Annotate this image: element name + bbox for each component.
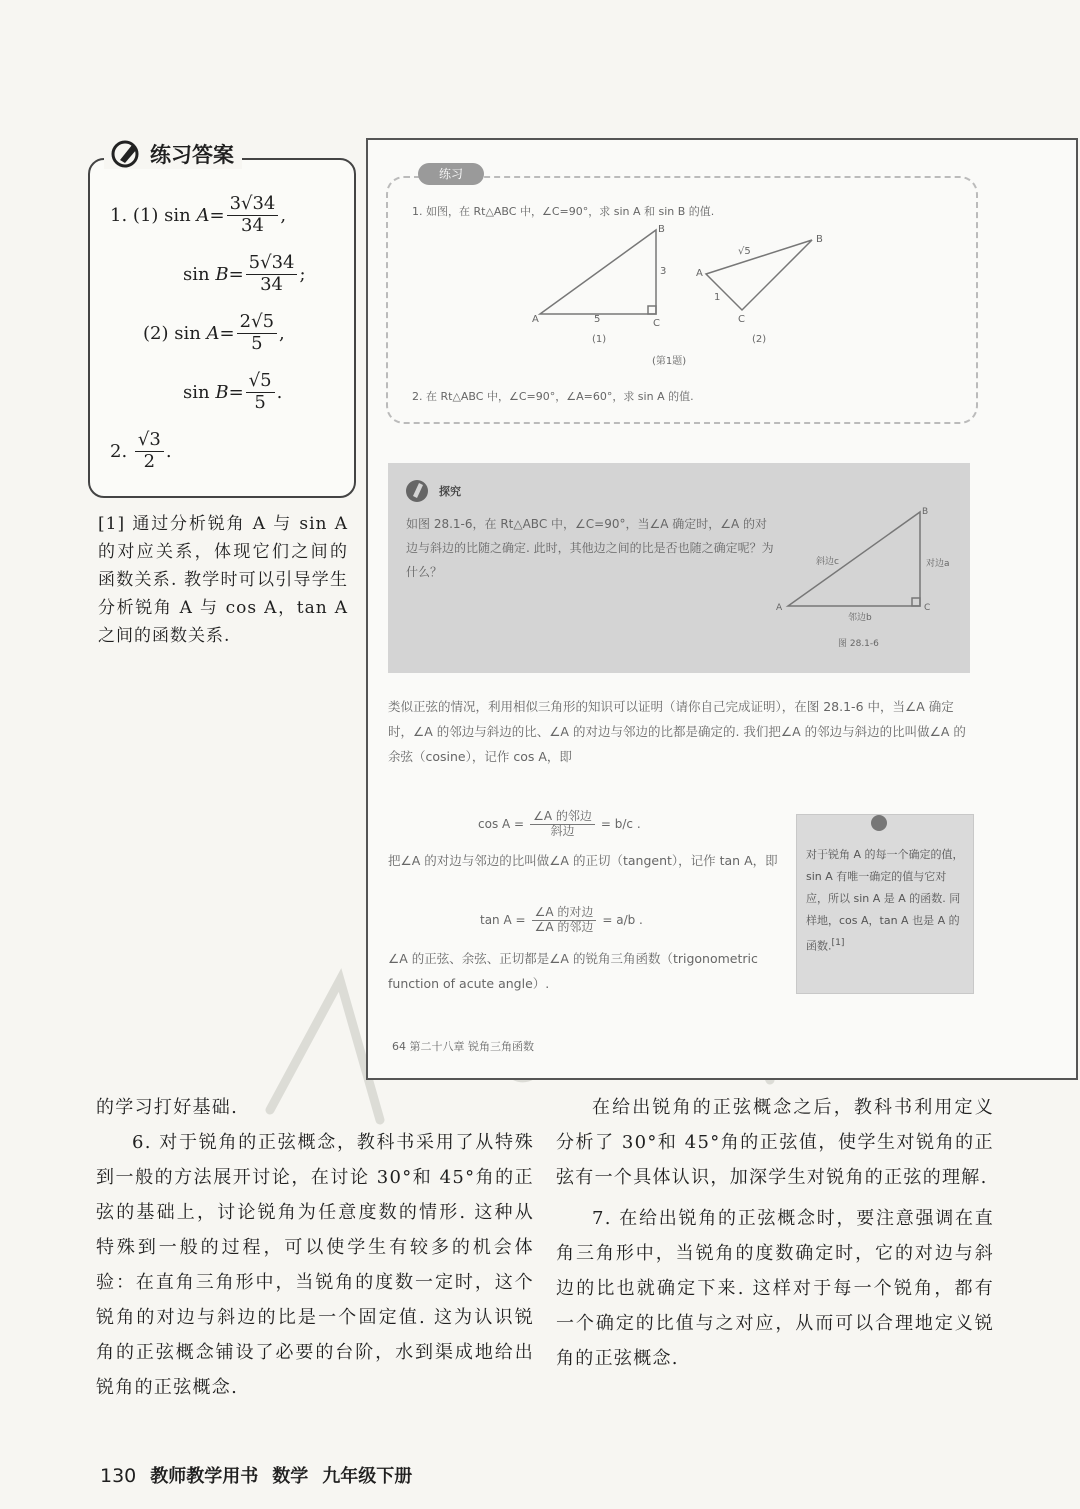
fig1-vertex-a: A xyxy=(532,314,539,325)
textbook-para-1: 类似正弦的情况，利用相似三角形的知识可以证明（请你自己完成证明），在图 28.1-6 中，当∠A 确定时，∠A 的邻边与斜边的比、∠A 的对边与邻边的比都是确定的. 我们把∠A 的邻边与斜边的比叫做∠A 的余弦（cosine），记作 cos A，即 xyxy=(388,699,966,764)
footer-book: 教师教学用书 xyxy=(150,1466,259,1487)
footer-grade: 九年级下册 xyxy=(322,1466,413,1487)
textbook-para-3: ∠A 的正弦、余弦、正切都是∠A 的锐角三角函数（trigonometric function of acute angle）. xyxy=(388,951,758,991)
explore-vertex-b: B xyxy=(922,507,929,517)
exercise-figures xyxy=(520,222,840,372)
footer-subject: 数学 xyxy=(272,1466,309,1487)
fig-caption: (第1题) xyxy=(652,356,687,367)
fig2-side-ab: √5 xyxy=(738,246,751,257)
body-left-column xyxy=(96,1090,534,1405)
explore-vertex-c: C xyxy=(924,603,931,613)
explore-side-hyp: 斜边c xyxy=(816,557,839,567)
answer-1-2-sinB: sin B = $\frac{√5}{5}$ . xyxy=(183,370,283,413)
explore-vertex-a: A xyxy=(776,603,783,613)
explore-text: 如图 28.1-6，在 Rt△ABC 中，∠C=90°，当∠A 确定时，∠A 的对边与斜边的比随之确定. 此时，其他边之间的比是否也随之确定呢？为什么？ xyxy=(406,517,774,579)
explore-figure xyxy=(772,500,962,660)
body-left-para-2: 6. 对于锐角的正弦概念，教科书采用了从特殊到一般的方法展开讨论，在讨论 30°和 45°角的正弦的基础上，讨论锐角为任意度数的情形. 这种从特殊到一般的过程，可以使学生有较多的机会体验：在直角三角形中，当锐角的度数一定时，这个锐角的对边与斜边的比是一个固定值. 这为认识锐角的正弦概念铺设了必要的台阶，水到渠成地给出锐角的正弦概念. xyxy=(96,1132,534,1398)
note-reference: [1] xyxy=(831,937,845,948)
answers-header xyxy=(104,139,242,169)
fig1-vertex-c: C xyxy=(653,318,660,329)
fig1-label: (1) xyxy=(592,334,607,345)
answer-1-1-sinA: 1. (1) sin A = $\frac{3√34}{34}$ , xyxy=(110,193,287,236)
explore-title: 探究 xyxy=(439,485,461,498)
fig1-vertex-b: B xyxy=(658,224,665,235)
fig2-side-ac: 1 xyxy=(714,292,721,303)
body-right-para-1: 在给出锐角的正弦概念之后，教科书利用定义分析了 30°和 45°角的正弦值，使学生对锐角的正弦有一个具体认识，加深学生对锐角的正弦的理解. xyxy=(556,1097,994,1188)
textbook-body xyxy=(388,694,978,769)
explore-caption: 图 28.1-6 xyxy=(838,639,879,649)
tan-formula: tan A = $\frac{\text{∠A 的对边}}{\text{∠A 的邻边}}$ = a/b . xyxy=(480,905,643,934)
pencil-circle-icon xyxy=(110,139,144,169)
fig1-side-bc: 3 xyxy=(660,266,667,277)
fig2-label: (2) xyxy=(752,334,767,345)
answer-1-2-sinA: (2) sin A = $\frac{2√5}{5}$ , xyxy=(143,311,285,354)
page-number: 130 xyxy=(100,1465,137,1487)
body-right-column xyxy=(556,1090,994,1376)
exercise-1: 1. 如图，在 Rt△ABC 中，∠C=90°，求 sin A 和 sin B 的值. xyxy=(412,205,715,218)
answer-2: 2. $\frac{√3}{2}$ . xyxy=(110,429,172,472)
exercise-2: 2. 在 Rt△ABC 中，∠C=90°，∠A=60°，求 sin A 的值. xyxy=(412,390,694,403)
explore-header xyxy=(403,478,461,504)
exercise-tag: 练习 xyxy=(418,163,484,185)
textbook-para-2: 把∠A 的对边与邻边的比叫做∠A 的正切（tangent），记作 tan A，即 xyxy=(388,853,778,868)
explore-side-adj: 邻边b xyxy=(848,613,872,623)
fig2-vertex-b: B xyxy=(816,234,823,245)
textbook-note-text: 对于锐角 A 的每一个确定的值，sin A 有唯一确定的值与它对应，所以 sin A 是 A 的函数. 同样地，cos A，tan A 也是 A 的函数.[1] xyxy=(806,848,964,953)
answers-title: 练习答案 xyxy=(150,143,234,167)
body-left-para-1: 的学习打好基础. xyxy=(96,1097,239,1118)
textbook-footer: 64 第二十八章 锐角三角函数 xyxy=(392,1040,534,1053)
explore-icon xyxy=(403,478,433,504)
fig1-side-ac: 5 xyxy=(594,314,601,325)
explore-side-opp: 对边a xyxy=(926,559,950,569)
side-note: [1] 通过分析锐角 A 与 sin A 的对应关系，体现它们之间的函数关系. 教学时可以引导学生分析锐角 A 与 cos A，tan A 之间的函数关系. xyxy=(98,514,348,646)
body-right-para-2: 7. 在给出锐角的正弦概念时，要注意强调在直角三角形中，当锐角的度数确定时，它的对边与斜边的比也就确定下来. 这样对于每一个锐角，都有一个确定的比值与之对应，从而可以合理地定义锐角的正弦概念. xyxy=(556,1208,994,1369)
pin-icon xyxy=(868,812,890,834)
page-footer xyxy=(100,1462,412,1488)
fig2-vertex-c: C xyxy=(738,314,745,325)
answer-1-1-sinB: sin B = $\frac{5√34}{34}$ ; xyxy=(183,252,306,295)
fig2-vertex-a: A xyxy=(696,268,703,279)
cos-formula: cos A = $\frac{\text{∠A 的邻边}}{\text{斜边}}$ = b/c . xyxy=(478,809,641,838)
